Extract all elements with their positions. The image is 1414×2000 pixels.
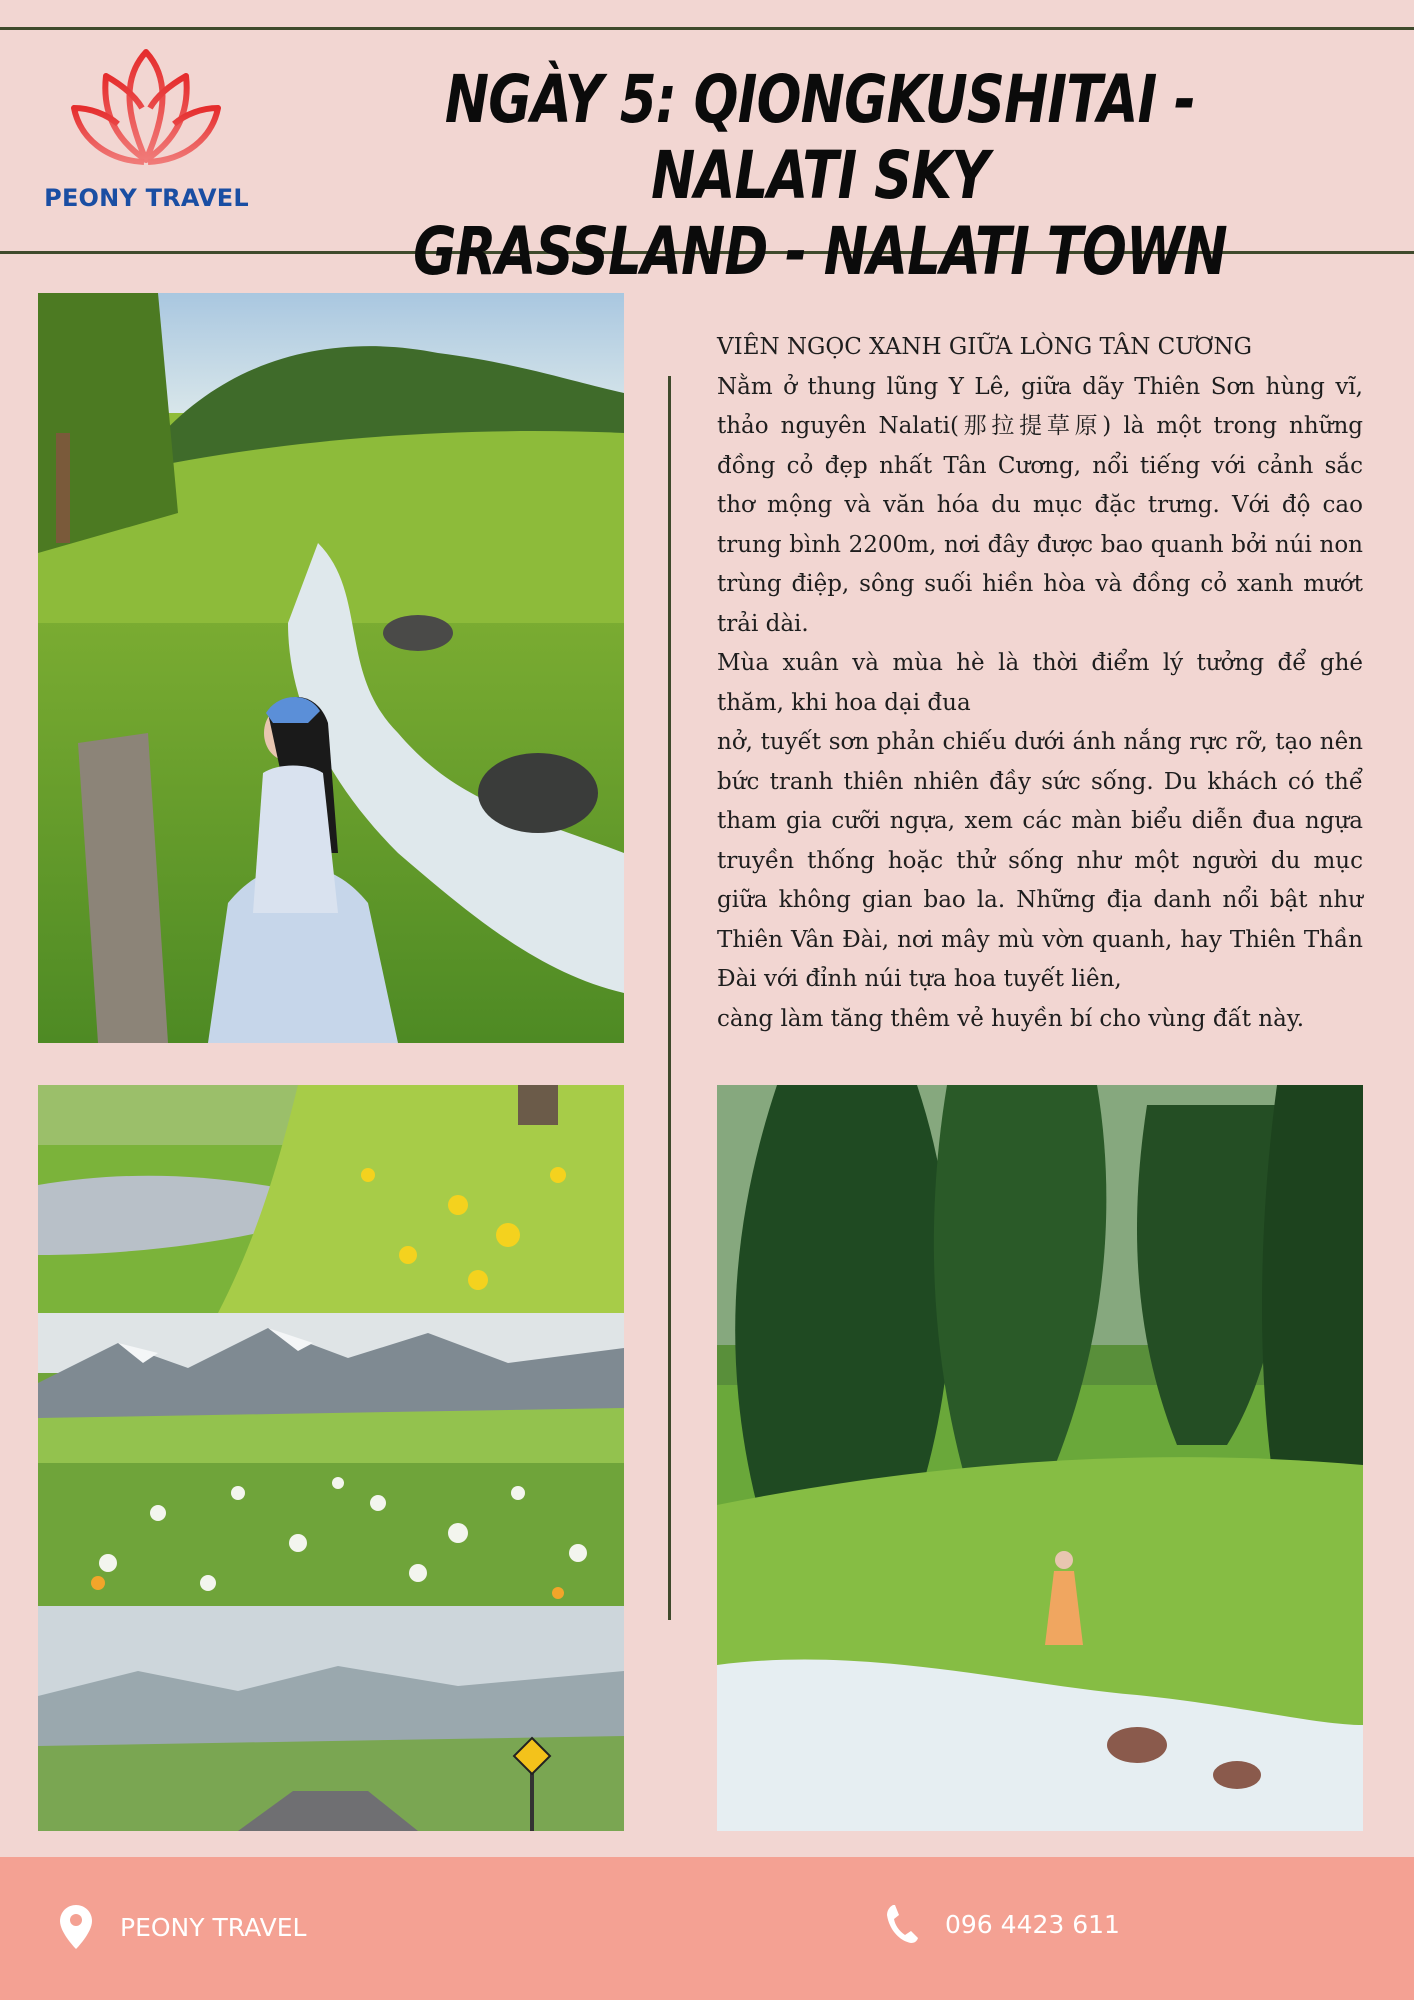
title-line-2: GRASSLAND - NALATI TOWN xyxy=(413,213,1227,290)
article xyxy=(717,328,1363,1039)
photo-road-snowy-mountains xyxy=(38,1606,624,1831)
location-pin-icon xyxy=(58,1903,94,1951)
footer-location-label: PEONY TRAVEL xyxy=(120,1912,307,1942)
photo-collage-stream-flowers xyxy=(38,1085,624,1313)
header-top-rule xyxy=(0,27,1414,30)
page-title xyxy=(388,62,1252,290)
footer-phone[interactable] xyxy=(885,1903,1120,1945)
footer-location xyxy=(58,1903,306,1951)
photo-mountains-wildflowers xyxy=(38,1313,624,1606)
footer-phone-number[interactable]: 096 4423 611 xyxy=(945,1909,1120,1939)
title-line-1: NGÀY 5: QIONGKUSHITAI - NALATI SKY xyxy=(444,61,1196,214)
footer xyxy=(0,1857,1414,2000)
article-heading: VIÊN NGỌC XANH GIỮA LÒNG TÂN CƯƠNG xyxy=(717,334,1253,360)
phone-icon xyxy=(885,1903,919,1945)
article-paragraph-2: Mùa xuân và mùa hè là thời điểm lý tưởng để ghé thăm, khi hoa dại đua xyxy=(717,650,1363,716)
brand-logo xyxy=(44,48,249,218)
brand-name: PEONY TRAVEL xyxy=(44,184,249,212)
photo-girl-by-stream xyxy=(38,293,624,1043)
photo-woman-forest-stream xyxy=(717,1085,1363,1831)
article-paragraph-1: Nằm ở thung lũng Y Lê, giữa dãy Thiên Sơn hùng vĩ, thảo nguyên Nalati(那拉提草原) là một trong những đồng cỏ đẹp nhất Tân Cương, nổi tiếng với cảnh sắc thơ mộng và văn hóa du mục đặc trưng. Với độ cao trung bình 2200m, nơi đây được bao quanh bởi núi non trùng điệp, sông suối hiền hòa và đồng cỏ xanh mướt trải dài. xyxy=(717,373,1363,637)
article-paragraph-3: nở, tuyết sơn phản chiếu dưới ánh nắng rực rỡ, tạo nên bức tranh thiên nhiên đầy sức sống. Du khách có thể tham gia cưỡi ngựa, xem các màn biểu diễn đua ngựa truyền thống hoặc thử sống như một người du mục giữa không gian bao la. Những địa danh nổi bật như Thiên Vân Đài, nơi mây mù vờn quanh, hay Thiên Thần Đài với đỉnh núi tựa hoa tuyết liên, xyxy=(717,729,1363,992)
article-paragraph-4: càng làm tăng thêm vẻ huyền bí cho vùng đất này. xyxy=(717,1005,1305,1032)
lotus-logo-icon xyxy=(44,48,249,178)
column-divider xyxy=(668,376,671,1620)
